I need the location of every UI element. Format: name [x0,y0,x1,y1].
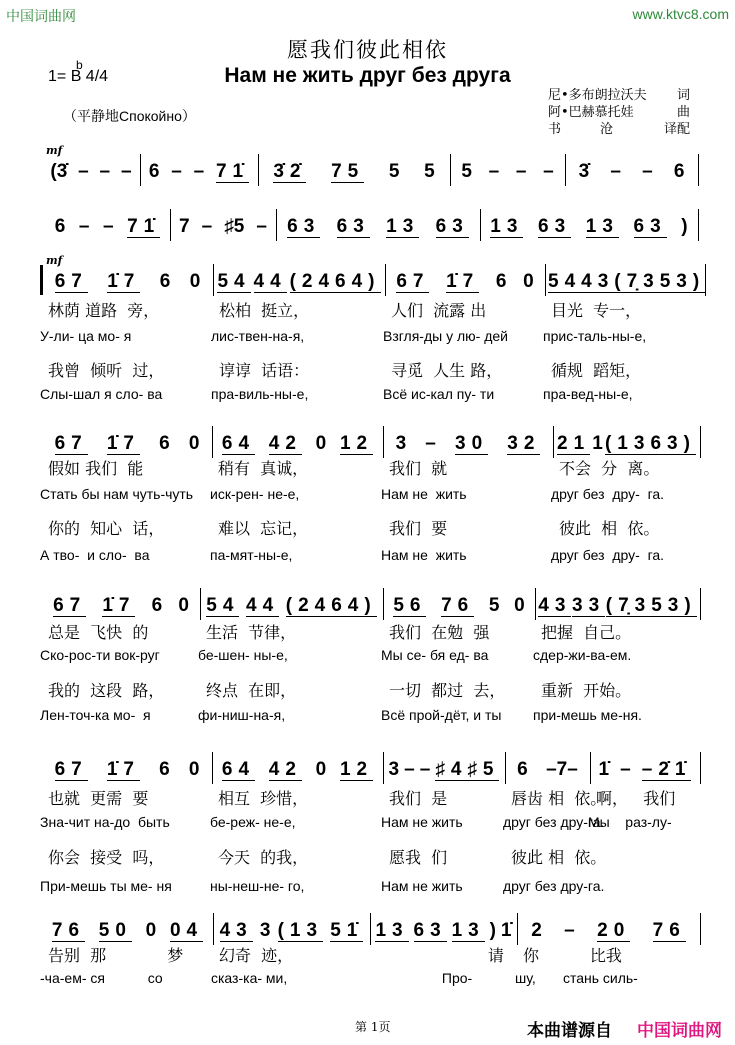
lyric-text: 今天 的我， [218,848,309,867]
note: 6 [159,433,170,454]
note: 76 [652,919,686,941]
note: 75 [331,160,365,182]
note: – [78,216,90,237]
lyric-text: Нам не жить [381,486,467,502]
measure [373,917,514,945]
note: (2464) [285,594,377,616]
measure [215,430,380,458]
note: 54 [206,594,240,616]
note: – [515,161,527,182]
note: 63 [633,215,667,237]
title-russian: Нам не жить друг без друга [224,64,511,87]
lyric-text: при-мешь ме-ня. [533,707,642,723]
bar-line [450,154,451,186]
measure [593,756,697,784]
lyric-text: па-мят-ны-е, [210,547,293,563]
note: 6 [148,161,160,182]
note: 1̇ [500,920,512,941]
credits [548,87,690,138]
flat-sign: b [76,58,83,72]
lyric-text: иск-рен- не-е, [210,486,300,502]
lyric-text: Ско-рос-ти вок-руг [40,647,160,663]
bar-line [385,264,386,296]
lyric-text: Мы раз-лу- [588,814,672,830]
note: 04 [169,919,204,941]
lyric-text: 也就 更需 要 [48,789,149,808]
measure [45,756,209,784]
note: 56 [393,594,427,616]
bar-line [213,913,214,945]
note: –7– [546,759,578,780]
site-url[interactable]: www.ktvc8.com [632,6,729,22]
measure [216,917,367,945]
note: 1 [592,433,603,454]
note: 21 [557,432,591,454]
note: – [419,759,431,780]
lyric-text: Нам не жить [381,547,467,563]
measure [279,213,477,241]
lyric-text: фи-ниш-на-я, [198,707,286,723]
bar-line [212,426,213,458]
lyric-text: 彼此 相 依。 [511,848,607,867]
note: 1̇7 [102,594,136,616]
note: 63 [287,215,321,237]
note: (2464) [289,270,381,292]
lyric-text: 愿我 们 [389,848,448,867]
note: – [620,759,631,780]
note: – [543,161,554,182]
bar-line [565,154,566,186]
lyric-text: 我们 要 [389,519,448,538]
note: 54 [548,270,582,292]
lyric-text: 你的 知心 话， [48,519,165,538]
note: 67 [54,270,88,292]
lyric-text: прис-таль-ны-е, [543,328,647,344]
credit-translation: 书 沧 译配 [548,122,690,137]
lyric-text: 不会 分 离。 [559,459,660,478]
lyric-text: 重新 开始。 [541,681,632,700]
measure [45,158,137,186]
note: 71̇ [215,160,250,182]
lyric-text: 幻奇 迹， [219,946,294,965]
lyric-text: У-ли- ца мо- я [40,328,132,344]
lyric-text: 稍有 真诚， [218,459,309,478]
lyric-text: 你会 接受 吗， [48,848,165,867]
lyric-text: сказ-ка- ми, [211,970,288,986]
note: – [120,161,132,182]
note: 13 [585,215,619,237]
note: 0 [189,271,201,292]
note: 3 [395,433,407,454]
bar-line [140,154,141,186]
lyric-text: 难以 忘记， [218,519,309,538]
lyric-text: 唇齿 相 依。 [511,789,607,808]
lyric-text: 请 [376,946,504,965]
lyric-text: 我们 在勉 强 [389,623,490,642]
lyric-text: 把握 自己。 [541,623,632,642]
note: – [193,161,205,182]
note: 63 [413,919,447,941]
lyric-text: 啊， 我们 [596,789,676,808]
bar-line [383,426,384,458]
repeat-sign [40,265,43,295]
note: – [201,216,213,237]
note: 3̇ [578,161,590,182]
note: 76 [51,919,86,941]
lyric-text: Нам не жить [381,814,463,830]
note: 0 [315,433,327,454]
lyric-text: 生活 节律， [206,623,297,642]
measure [483,213,695,241]
note: 63 [538,215,572,237]
lyric-text: 你 比我 [523,946,622,965]
lyric-text: бе-реж- не-е, [210,814,296,830]
measure [538,592,697,620]
note: 42 [268,758,302,780]
note: 6 [517,759,528,780]
bar-line [517,913,518,945]
note: 42 [268,432,302,454]
bar-line [700,752,701,784]
lyric-text: Зна-чит на-до быть [40,814,170,830]
bar-line [212,752,213,784]
note: – [404,759,415,780]
lyric-text: пра-виль-ны-е, [211,386,309,402]
lyric-text: Всё ис-кал пу- ти [383,386,495,402]
note: 63 [336,215,370,237]
measure [203,592,380,620]
credit-lyrics: 尼•多布朗拉沃夫 词 [548,88,690,103]
bar-line [258,154,259,186]
measure [548,268,706,296]
dynamic-mark: mf [46,144,63,157]
lyric-text: 我曾 倾听 过， [48,361,165,380]
bar-line [698,209,699,241]
measure [48,213,167,241]
note: 71̇ [127,215,161,237]
note: (1363) [604,432,696,454]
note: 1̇7 [107,270,141,292]
lyric-text: ны-неш-не- го, [210,878,305,894]
note: – [610,161,621,182]
note: 12 [339,758,374,780]
bar-line [480,209,481,241]
measure [453,158,562,186]
lyric-text: 我的 这段 路， [48,681,165,700]
bar-line [370,913,371,945]
note: 54 [217,270,251,292]
lyric-text: Всё прой-дёт, и ты [381,707,502,723]
note: (13 [277,919,324,941]
note: 1̇7 [446,270,480,292]
note: (7̣353) [614,270,706,292]
note: – [78,161,89,182]
lyric-text: 相互 珍惜， [218,789,309,808]
lyric-text: пра-вед-ны-е, [543,386,633,402]
bar-line [698,154,699,186]
note: ) [489,920,496,941]
note: – [488,161,500,182]
note: 5 [424,161,435,182]
note: 5 [461,161,472,182]
lyric-text: А тво- и сло- ва [40,547,150,563]
note: 51̇ [330,919,364,941]
bar-line [200,588,201,620]
bar-line [700,588,701,620]
note: 1̇7 [106,758,140,780]
note: 67 [54,758,88,780]
lyric-text: 松柏 挺立， [219,301,310,320]
lyric-text: 寻觅 人生 路， [391,361,503,380]
measure [508,756,587,784]
measure [45,268,210,296]
lyric-text: 告别 那 梦 [48,946,184,965]
note: 20 [597,919,631,941]
note: 6 [54,216,66,237]
note: 7 [179,216,190,237]
note: 76 [441,594,475,616]
bar-line [213,264,214,296]
note: – [171,161,182,182]
note: 33 [572,594,606,616]
note: (7̣353) [605,594,697,616]
lyric-text: друг без дру-га. [503,814,605,830]
note: 32 [507,432,541,454]
bar-line [705,264,706,296]
source-site[interactable]: 中国词曲网 [637,1021,722,1040]
note: 3 [259,920,271,941]
key-signature: 1= B 4/4 [48,68,109,85]
lyric-text: Нам не жить [381,878,463,894]
measure [568,158,695,186]
credit-music: 阿•巴赫慕托娃 曲 [548,105,690,120]
bar-line [535,588,536,620]
measure [386,430,550,458]
note: –2̇1̇ [641,758,692,780]
source-label: 本曲谱源自 [527,1021,612,1040]
measure [216,268,382,296]
bar-line [553,426,554,458]
measure [386,756,502,784]
lyric-text: лис-твен-на-я, [211,328,305,344]
lyric-text: бе-шен- ны-е, [198,647,288,663]
lyric-text: Слы-шал я сло- ва [40,386,163,402]
note: 43 [538,594,572,616]
measure [45,592,197,620]
note: 3 [388,759,400,780]
bar-line [383,588,384,620]
bar-line [170,209,171,241]
dynamic-mark: mf [46,254,63,267]
measure [45,917,210,945]
note: 64 [221,758,256,780]
lyric-text: При-мешь ты ме- ня [40,878,172,894]
note: 2 [531,920,542,941]
page-number: 第 1页 [355,1020,391,1034]
note: – [564,920,575,941]
lyric-text: 目光 专一， [551,301,642,320]
measure [386,592,532,620]
measure [261,158,447,186]
note: 0 [145,920,157,941]
note: 6 [673,161,685,182]
measure [215,756,380,784]
note: 13 [451,919,485,941]
lyric-text: Мы се- бя ед- ва [381,647,489,663]
note: 67 [396,270,430,292]
note: 44 [246,594,280,616]
note: 0 [188,759,200,780]
note: 5 [388,161,400,182]
lyric-text: 我们 就 [389,459,448,478]
note: 6 [151,595,163,616]
lyric-text: друг без дру- га. [551,486,665,502]
lyric-text: Про- [368,970,473,986]
note: 13 [386,215,420,237]
note: 0 [523,271,534,292]
note: – [642,161,653,182]
note: ) [681,216,688,237]
note: 43 [581,270,615,292]
note: 0 [188,433,200,454]
note: 0 [514,595,525,616]
bar-line [700,426,701,458]
note: 67 [53,594,87,616]
note: – [102,216,114,237]
lyric-text: -ча-ем- ся со [40,970,163,986]
note: 43 [219,919,253,941]
lyric-text: друг без дру-га. [503,878,605,894]
tempo-marking: （平静地Спокойно） [63,108,196,124]
bar-line [545,264,546,296]
note: 50 [98,919,132,941]
lyric-text: 林荫 道路 旁， [48,301,160,320]
note: 44 [253,270,287,292]
lyric-text: 彼此 相 依。 [559,519,660,538]
measure [388,268,542,296]
lyric-text: друг без дру- га. [551,547,665,563]
title-chinese: 愿我们彼此相依 [287,38,448,62]
lyric-text: Лен-точ-ка мо- я [40,707,151,723]
lyric-text: Взгля-ды у лю- дей [383,328,508,344]
measure [520,917,697,945]
note: 6 [495,271,507,292]
bar-line [383,752,384,784]
note: 13 [375,919,409,941]
measure [173,213,273,241]
measure [143,158,255,186]
note: (3̇ [50,161,68,182]
note: 30 [455,432,489,454]
lyric-text: 总是 飞快 的 [48,623,149,642]
lyric-text: 我们 是 [389,789,448,808]
note: 3̇2̇ [273,160,307,182]
lyric-text: 一切 都过 去， [389,681,506,700]
lyric-text: 谆谆 话语： [219,361,310,380]
note: 13 [490,215,524,237]
site-logo-left[interactable]: 中国词曲网 [6,8,76,24]
measure [556,430,697,458]
bar-line [700,913,701,945]
note: 64 [221,432,256,454]
measure [45,430,209,458]
note: ♯5 [224,216,245,237]
note: – [425,433,436,454]
note: ♯4♯5 [435,758,500,780]
note: 0 [178,595,189,616]
lyric-text: 假如 我们 能 [48,459,144,478]
note: 5 [488,595,500,616]
lyric-text: 终点 在即， [206,681,297,700]
note: – [99,161,111,182]
note: 67 [54,432,88,454]
note: 6 [159,271,171,292]
bar-line [505,752,506,784]
note: – [256,216,267,237]
bar-line [590,752,591,784]
lyric-text: Стать бы нам чуть-чуть [40,486,194,502]
lyric-text: 人们 流露 出 [391,301,487,320]
lyric-text: сдер-жи-ва-ем. [533,647,632,663]
lyric-text: 循规 蹈矩， [551,361,642,380]
lyric-text: шу, стань силь- [515,970,638,986]
note: 1̇7 [106,432,140,454]
note: 6 [159,759,170,780]
note: 63 [435,215,469,237]
bar-line [276,209,277,241]
note: 0 [315,759,327,780]
note: 12 [339,432,374,454]
note: 1̇ [598,759,610,780]
